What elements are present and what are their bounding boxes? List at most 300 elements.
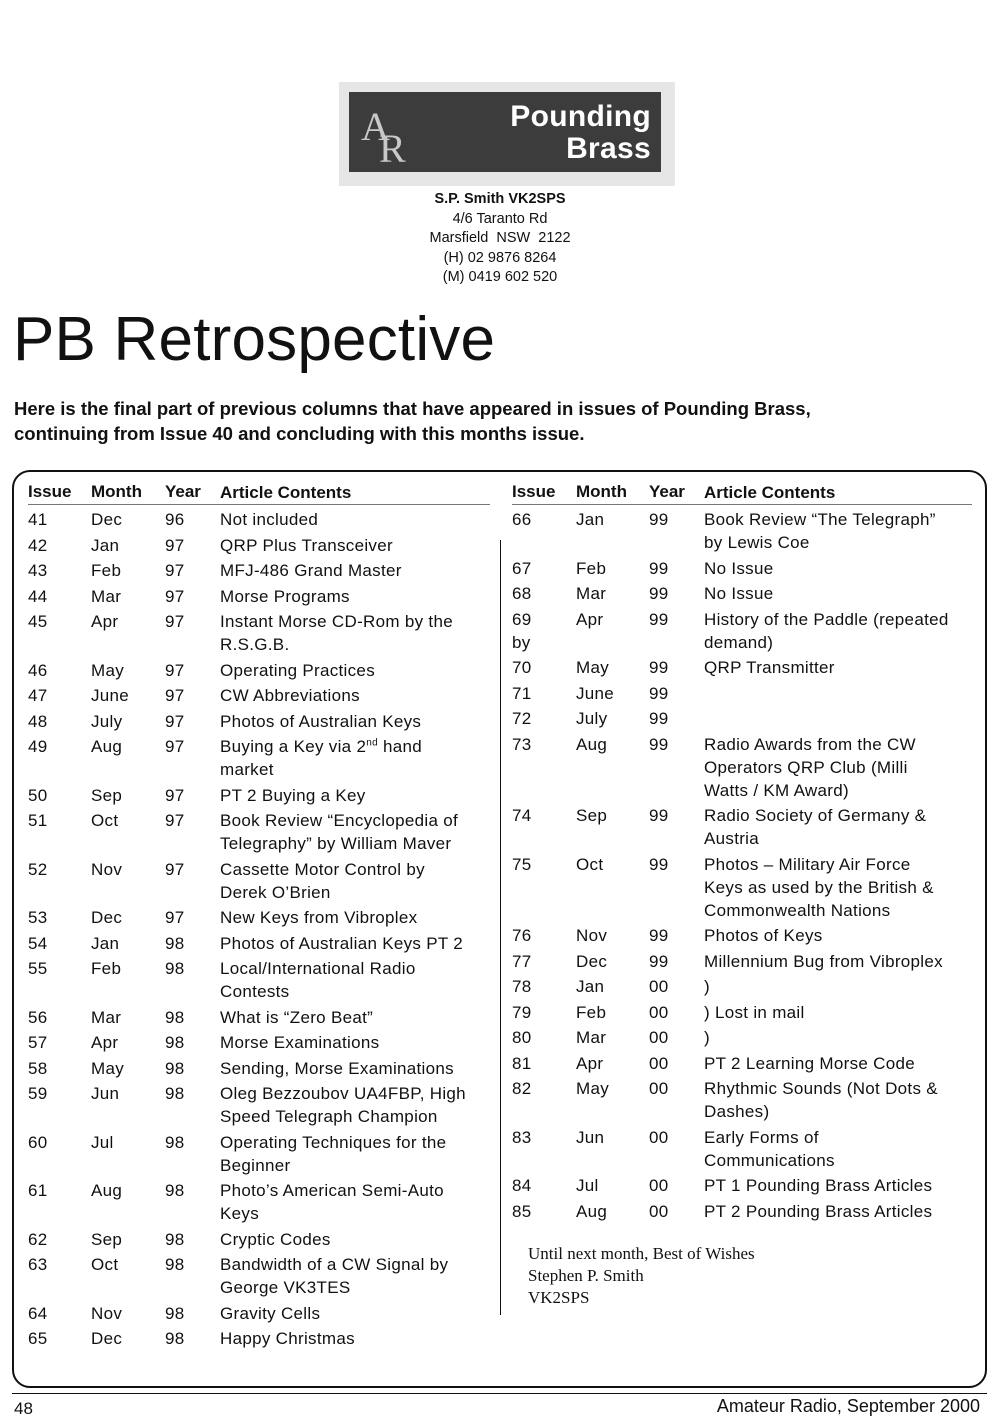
cell-month: July [576,709,608,728]
cell-article-contents [220,559,490,582]
cell-month: Dec [576,951,608,971]
cell-month: Aug [91,737,123,756]
logo-box [349,92,661,172]
cell-year: 99 [649,558,669,578]
table-row [28,585,490,611]
column-logo [339,82,675,186]
cell-year: 99 [649,584,669,603]
cell-article-contents [704,804,972,850]
cell-article-contents [220,1327,490,1350]
table-row [28,1228,490,1254]
article-line: History of the Paddle (repeated [704,609,949,629]
cell-month: Apr [91,1033,119,1052]
cell-year: 99 [649,854,669,874]
cell-year: 98 [165,1033,185,1052]
cell-month: Jun [576,1127,605,1147]
svg-text:R: R [379,126,406,166]
cell-issue: 44 [28,586,48,606]
cell-article-contents [704,656,972,679]
cell-article-contents [220,1179,490,1225]
header-month: Month [91,482,142,501]
article-line: Austria [704,829,760,848]
header-contents: Article Contents [704,483,836,502]
cell-month: Oct [91,811,119,830]
table-row [28,1131,490,1180]
cell-year: 97 [165,612,185,631]
article-line: Photos of Australian Keys [220,711,422,731]
cell-issue: 84 [512,1176,532,1195]
cell-article-contents [704,975,972,998]
table-row [28,784,490,810]
cell-month: June [91,686,130,705]
author-address1: 4/6 Taranto Rd [452,210,548,227]
signoff [528,1243,755,1309]
cell-issue: 46 [28,660,48,680]
article-line: Dashes) [704,1102,770,1121]
table-header [512,482,972,505]
cell-issue: 69 [512,609,532,629]
cell-issue: 82 [512,1079,532,1098]
cell-month: Jan [91,535,120,555]
table-row [512,950,972,976]
table-row [512,1077,972,1126]
cell-year: 97 [165,908,185,927]
cell-year: 97 [165,660,185,680]
cell-issue: 77 [512,951,532,971]
cell-article-contents [220,508,490,531]
article-line: PT 2 Learning Morse Code [704,1053,916,1073]
article-line: Not included [220,510,319,529]
article-line: No Issue [704,558,774,578]
cell-month: May [91,1058,125,1078]
cell-issue: 58 [28,1058,48,1078]
article-line: Commonwealth Nations [704,900,891,920]
cell-issue: 75 [512,854,532,874]
article-line: George VK3TES [220,1278,351,1297]
cell-article-contents [220,809,490,855]
article-line: by Lewis Coe [704,533,810,552]
table-row [28,534,490,560]
cell-year: 99 [649,806,669,825]
cell-article-contents [704,1126,972,1172]
cell-issue: 52 [28,859,48,879]
article-line: Sending, Morse Examinations [220,1058,454,1078]
cell-year: 96 [165,510,185,529]
cell-issue: 85 [512,1201,532,1221]
cell-article-contents [220,1031,490,1054]
cell-issue: 61 [28,1181,48,1200]
cell-month: Feb [91,561,122,580]
cell-year: 98 [165,1255,185,1274]
table-row [28,957,490,1006]
table-row [512,733,972,805]
cell-month: Nov [576,926,608,945]
cell-issue: 76 [512,926,532,945]
cell-month: Jan [91,933,120,953]
table-row [28,659,490,685]
page-title: PB Retrospective [13,305,496,374]
cell-article-contents [220,1302,490,1325]
footer-rule [12,1393,987,1394]
cell-year: 97 [165,686,185,705]
cell-issue: 51 [28,811,48,830]
cell-issue: 43 [28,561,48,580]
article-line: Gravity Cells [220,1303,321,1323]
article-line: Photo’s American Semi-Auto [220,1181,444,1200]
cell-year: 00 [649,1127,669,1147]
cell-month: Nov [91,859,123,879]
cell-year: 00 [649,1053,669,1073]
cell-article-contents [220,1057,490,1080]
cell-month: Dec [91,1329,123,1348]
article-line: market [220,760,274,779]
cell-issue: 65 [28,1329,48,1348]
cell-issue: 78 [512,977,532,996]
article-line: ) Lost in mail [704,1002,805,1022]
cell-month: Feb [576,558,607,578]
cell-year: 99 [649,951,669,971]
article-line: Cassette Motor Control by [220,859,425,879]
article-line: Early Forms of [704,1127,819,1147]
article-line [704,707,972,730]
intro-paragraph [14,396,974,446]
cell-month: Aug [91,1181,123,1200]
table-row [512,682,972,708]
article-line: No Issue [704,584,774,603]
table-row [28,1253,490,1302]
cell-year: 00 [649,1201,669,1221]
cell-month: Oct [91,1255,119,1274]
cell-month: Mar [91,586,122,606]
cell-year: 98 [165,1132,185,1152]
table-row [512,853,972,925]
cell-year: 98 [165,1303,185,1323]
table-row [28,1179,490,1228]
table-row [512,508,972,557]
cell-issue: 59 [28,1084,48,1103]
cell-year: 98 [165,1181,185,1200]
cell-month: Oct [576,854,604,874]
cell-issue: 63 [28,1255,48,1274]
cell-article-contents [704,733,972,802]
cell-issue: 54 [28,933,48,953]
cell-issue: 60 [28,1132,48,1152]
cell-article-contents [220,1131,490,1177]
table-row [28,735,490,784]
cell-issue-line2: by [512,632,531,652]
article-line: Buying a Key via 2nd hand [220,737,422,756]
article-line: ) [704,977,710,996]
cell-issue: 56 [28,1007,48,1027]
cell-year: 99 [649,683,669,703]
signoff-line2: Stephen P. Smith [528,1266,644,1285]
cell-article-contents [704,853,972,922]
table-row [28,1302,490,1328]
article-line: Radio Awards from the CW [704,734,916,754]
cell-article-contents [220,957,490,1003]
cell-issue: 66 [512,510,532,529]
cell-month: May [576,658,610,677]
table-row [512,656,972,682]
cell-issue: 71 [512,683,532,703]
cell-issue: 55 [28,959,48,978]
article-line: Beginner [220,1155,291,1175]
cell-article-contents [704,1077,972,1123]
issues-table-left [28,482,490,1353]
article-line: PT 2 Pounding Brass Articles [704,1201,933,1221]
cell-article-contents [704,1174,972,1197]
cell-issue: 79 [512,1002,532,1022]
table-row [512,557,972,583]
table-row [512,1001,972,1027]
cell-year: 99 [649,926,669,945]
cell-article-contents [220,610,490,656]
cell-issue: 70 [512,658,532,677]
issues-table-right [512,482,972,1225]
cell-month: Sep [91,1229,123,1249]
cell-year: 00 [649,1028,669,1047]
article-line: PT 1 Pounding Brass Articles [704,1176,933,1195]
table-row [512,707,972,733]
cell-month: Jul [576,1176,599,1195]
header-year: Year [165,482,201,501]
table-row [28,858,490,907]
signoff-line3: VK2SPS [528,1288,590,1307]
table-row [28,1006,490,1032]
cell-issue: 45 [28,612,48,631]
cell-year: 00 [649,977,669,996]
article-line [704,682,972,705]
table-row [28,710,490,736]
table-row [28,610,490,659]
cell-month: July [91,711,123,731]
cell-year: 97 [165,737,185,756]
ar-monogram-icon [359,100,419,166]
article-line: R.S.G.B. [220,635,290,654]
cell-article-contents [704,707,972,730]
article-line: Millennium Bug from Vibroplex [704,951,943,971]
cell-month: Feb [91,959,122,978]
cell-article-contents [704,1001,972,1024]
cell-article-contents [704,508,972,554]
article-line: Local/International Radio [220,959,416,978]
article-line: ) [704,1028,710,1047]
article-line: QRP Plus Transceiver [220,535,393,555]
cell-issue: 67 [512,558,532,578]
article-line: Watts / KM Award) [704,780,849,800]
cell-year: 98 [165,1084,185,1103]
article-line: Morse Programs [220,586,350,606]
article-line: CW Abbreviations [220,686,360,705]
cell-month: Mar [576,584,607,603]
header-issue: Issue [512,482,556,501]
article-line: New Keys from Vibroplex [220,908,418,927]
cell-article-contents [220,585,490,608]
table-row [28,1327,490,1353]
cell-issue: 42 [28,535,48,555]
article-line: demand) [704,632,774,652]
cell-year: 00 [649,1079,669,1098]
cell-year: 97 [165,859,185,879]
intro-line1: Here is the final part of previous columns that have appeared in issues of Pounding Brass, [14,398,811,419]
column-divider [500,540,501,1315]
cell-article-contents [220,932,490,955]
cell-year: 00 [649,1002,669,1022]
cell-month: Mar [91,1007,122,1027]
article-line: Keys [220,1204,259,1223]
cell-article-contents [220,1228,490,1251]
article-line: Keys as used by the British & [704,877,934,897]
table-row [28,684,490,710]
cell-year: 97 [165,811,185,830]
cell-issue: 62 [28,1229,48,1249]
cell-article-contents [220,906,490,929]
cell-issue: 83 [512,1127,532,1147]
cell-month: Dec [91,510,123,529]
cell-year: 00 [649,1176,669,1195]
article-line: Rhythmic Sounds (Not Dots & [704,1079,938,1098]
table-body-left [28,508,490,1353]
author-name: S.P. Smith VK2SPS [434,191,566,207]
article-line: Operators QRP Club (Milli [704,757,908,777]
cell-article-contents [704,608,972,654]
cell-article-contents [220,858,490,904]
cell-month: Dec [91,908,123,927]
table-header [28,482,490,505]
table-body-right [512,508,972,1225]
table-row [512,804,972,853]
cell-article-contents [220,710,490,733]
cell-month: Feb [576,1002,607,1022]
cell-year: 97 [165,785,185,805]
table-row [28,508,490,534]
cell-year: 97 [165,711,185,731]
cell-month: Aug [576,734,608,754]
cell-year: 97 [165,535,185,555]
cell-month: Jul [91,1132,114,1152]
cell-month: Apr [576,1053,604,1073]
cell-article-contents [220,1006,490,1029]
cell-year: 99 [649,734,669,754]
table-row [28,559,490,585]
table-row [512,924,972,950]
magazine-title: Amateur Radio, September 2000 [716,1396,980,1416]
article-line: Operating Practices [220,660,375,680]
cell-month: May [576,1079,610,1098]
cell-year: 97 [165,586,185,606]
table-row [28,809,490,858]
cell-year: 98 [165,933,185,953]
article-line: Operating Techniques for the [220,1132,447,1152]
author-address2: Marsfield NSW 2122 [429,230,571,246]
article-line: Morse Examinations [220,1033,380,1052]
cell-issue: 48 [28,711,48,731]
table-row [512,608,972,657]
article-line: Communications [704,1150,835,1170]
article-line: Oleg Bezzoubov UA4FBP, High [220,1084,466,1103]
cell-month: Jan [576,510,605,529]
cell-issue: 81 [512,1053,532,1073]
article-line: PT 2 Buying a Key [220,785,366,805]
cell-issue: 64 [28,1303,48,1323]
header-issue: Issue [28,482,72,501]
article-line: Book Review “Encyclopedia of [220,811,459,830]
cell-article-contents [220,1253,490,1299]
cell-year: 98 [165,1329,185,1348]
article-line: QRP Transmitter [704,658,835,677]
cell-article-contents [704,582,972,605]
article-line: Telegraphy” by William Maver [220,834,452,853]
cell-year: 99 [649,510,669,529]
cell-year: 99 [649,709,669,728]
cell-issue: 68 [512,584,532,603]
cell-article-contents [704,682,972,705]
cell-issue: 47 [28,686,48,705]
cell-year: 97 [165,561,185,580]
cell-issue: 50 [28,785,48,805]
cell-article-contents [704,1200,972,1223]
cell-month: June [576,683,615,703]
cell-year: 98 [165,959,185,978]
cell-issue: 80 [512,1028,532,1047]
cell-month: Apr [576,609,604,629]
cell-year: 99 [649,658,669,677]
header-contents: Article Contents [220,483,352,502]
author-phone-mobile: (M) 0419 602 520 [442,269,558,285]
svg-text:A: A [361,104,390,149]
cell-month: Jan [576,977,605,996]
article-line: Photos – Military Air Force [704,854,911,874]
cell-article-contents [220,534,490,557]
cell-month: Sep [91,785,123,805]
cell-article-contents [220,784,490,807]
cell-article-contents [704,950,972,973]
cell-year: 98 [165,1007,185,1027]
author-block [300,190,700,288]
article-line: Bandwidth of a CW Signal by [220,1255,449,1274]
header-year: Year [649,482,685,501]
logo-title-line1: Pounding [510,100,651,133]
table-row [28,1031,490,1057]
cell-year: 99 [649,609,669,629]
author-phone-home: (H) 02 9876 8264 [443,249,557,266]
cell-month: Jun [91,1084,120,1103]
cell-article-contents [220,1082,490,1128]
article-line: Cryptic Codes [220,1229,331,1249]
table-row [512,582,972,608]
cell-issue: 72 [512,709,532,728]
article-line: Photos of Keys [704,926,823,945]
article-line: What is “Zero Beat” [220,1007,374,1027]
article-line: Happy Christmas [220,1329,355,1348]
signoff-line1: Until next month, Best of Wishes [528,1244,755,1263]
cell-issue: 53 [28,908,48,927]
table-row [512,1174,972,1200]
table-row [512,975,972,1001]
article-line: Contests [220,982,290,1001]
cell-article-contents [220,659,490,682]
table-row [512,1026,972,1052]
article-line: Speed Telegraph Champion [220,1107,438,1126]
cell-month: Nov [91,1303,123,1323]
table-row [28,906,490,932]
cell-month: Apr [91,612,119,631]
cell-issue: 41 [28,510,48,529]
intro-line2: continuing from Issue 40 and concluding with this months issue. [14,423,585,444]
cell-article-contents [220,735,490,781]
cell-year: 98 [165,1058,185,1078]
cell-month: May [91,660,125,680]
